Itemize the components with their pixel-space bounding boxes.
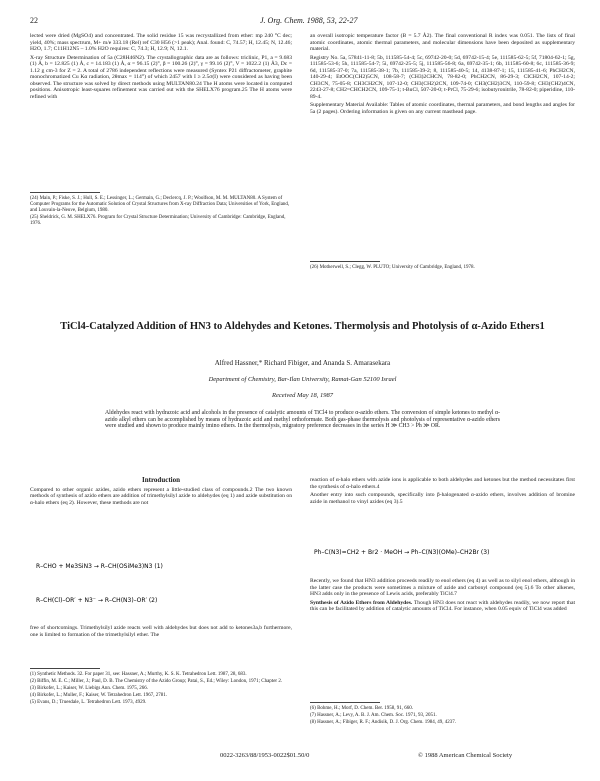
footnote: (1) Synthetic Methods. 32. For paper 31, see: Hassner, A.; Murthy, K. S. K. Tetrahedron Lett. 1987, 28, 683. — [30, 672, 247, 677]
article-right-column — [310, 477, 575, 507]
prev-left-footnotes — [30, 196, 292, 228]
right-paragraph: Another entry into such compounds, specifically into β-halogenated α-azido ethers, involves addition of bromine azide in methanol to vinyl azides (eq 3).5 — [310, 492, 575, 505]
footnote: (8) Hassner, A.; Fibiger, R. F.; Andisik, D. J. Org. Chem. 1984, 49, 4237. — [310, 719, 457, 725]
footnote: (6) Bohme, H.; Morf, D. Chem. Ber. 1958, 91, 660. — [310, 706, 414, 711]
page-number: 22 — [30, 16, 38, 25]
prev-right-footnote: (26) Motherwell, S.; Clegg, W. PLUTO; University of Cambridge, England, 1978. — [310, 265, 475, 270]
prev-right-paragraph: an overall isotropic temperature factor (B = 5.7 Å2). The final conventional R index was 0.051. The lists of final atomic coordinates, atomic thermal parameters, and molecular dimensions have been deposited as supplementary material. — [310, 33, 575, 53]
received-date: Received May 18, 1987 — [271, 392, 333, 399]
footnote: (7) Hassner, A.; Levy, A. B. J. Am. Chem. Soc. 1971, 93, 2051. — [310, 712, 437, 718]
prev-article-left — [30, 33, 292, 102]
intro-paragraph: Compared to other organic azides, azido ethers represent a little-studied class of compounds.2 The two known methods of synthesis of azido ethers are addition of trimethylsilyl azide to aldehydes (eq 1) and azide substitution on α-halo ethers (eq 2). However, these methods are not — [30, 486, 292, 506]
journal-citation: J. Org. Chem. 1988, 53, 22-27 — [260, 16, 358, 25]
doi-code: 0022-3263/88/1953-0022$01.50/0 — [220, 752, 310, 759]
footnote: (3) Birkofer, L.; Kaiser, W. Liebigs Ann. Chem. 1975, 266. — [30, 685, 149, 691]
prev-left-paragraph: X-ray Structure Determination of 5a (C28H46N2). The crystallographic data are as follows: triclinic, P1, a = 9.683 (1) Å, b = 12.825 (1) Å, c = 14.183 (1) Å, α = 96.15 (2)°, β = 100.26 (2)°, γ = 99.16 (2)°, V = 1022.2 (1) Å3, Dc = 1.12 g cm-3 for Z = 2. A total of 2786 independent reflections were measured (Syntex P21 diffractometer, graphite monochromatized Cu Kα radiation, 2θmax = 114°) of which 2457 with I ≥ 2.5σ(I) were considered as having been observed. The structure was solved by direct methods using MULTAN80.24 The H atoms were located in computed positions. Anisotropic least-squares refinement was carried out with the SHELX76 program.25 The H atoms were refined with — [30, 54, 292, 100]
equations-1-2 — [30, 552, 292, 620]
equation-1: R–CHO + Me3SiN3 → R–CH(OSiMe3)N3 (1) — [36, 563, 163, 570]
footnote-rule — [30, 192, 100, 193]
article-left-footnotes — [30, 672, 292, 707]
right-paragraph: Recently, we found that HN3 addition proceeds readily to enol ethers (eq 4) as well as to silyl enol ethers, although in the latter case the products were sometimes a mixture of azide and carbonyl compound (eq 5).6 To other alkenes, HN3 adds only in the presence of Lewis acids, preferably TiCl4.7 — [310, 578, 575, 598]
equation-3-scheme — [310, 530, 575, 574]
synthesis-paragraph — [310, 600, 575, 613]
article-title: TiCl4-Catalyzed Addition of HN3 to Aldehydes and Ketones. Thermolysis and Photolysis of α-Azido Ethers1 — [60, 321, 545, 332]
prev-left-paragraph: lected were dried (MgSO4) and concentrated. The solid residue 15 was recrystallized from ether: mp 240 °C dec; yield, 40%; mass spectrum, M+ m/e 333.18 (Rel) ref C30 H56 (>1 peak); Anal. found: C, 74.57; H, 12.45; N, 12.46; H2O, 1.7; C11H12N5 – 1.0% H2O requires: C, 74.3; H, 12.9; N, 12.1. — [30, 33, 292, 53]
footnote: (24) Main, P.; Fiske, S. J.; Hull, S. E.; Lessinger, L.; Germain, G.; Declercq, J. P.; Woolfson, M. M. MULTAN80. A System of Computer Programs for the Automatic Solution of Crystal Structures from X-ray Diffraction Data; Universities of York, England, and Louvain-la-Neuve, Belgium, 1980. — [30, 196, 290, 213]
subsection-heading: Synthesis of Azido Ethers from Aldehydes. — [310, 599, 413, 606]
footnote-rule — [30, 668, 100, 669]
supplementary-material: Supplementary Material Available: Tables of atomic coordinates, thermal parameters, and bond lengths and angles for 5a (2 pages). Ordering information is given on any current masthead page. — [310, 102, 575, 116]
footnote-rule — [310, 702, 380, 703]
equation-2: R–CH(Cl)–OR′ + N3⁻ → R–CH(N3)–OR′ (2) — [36, 597, 158, 604]
article-authors: Alfred Hassner,* Richard Fibiger, and Ananda S. Amarasekara — [214, 359, 391, 367]
article-right-continued — [310, 578, 575, 615]
article-right-footnotes — [310, 706, 575, 727]
right-paragraph: reaction of α-halo ethers with azide ions is applicable to both aldehydes and ketones but the method necessitates first the synthesis of α-halo ethers.4 — [310, 477, 575, 490]
synthesis-text: Though HN3 does not react with aldehydes readily, we now report that this can be facilitated by addition of catalytic amounts of TiCl4. For instance, when 0.05 equiv of TiCl4 was added — [310, 599, 575, 613]
footnote-rule — [310, 261, 380, 262]
footnote: (25) Sheldrick, G. M. SHELX76. Program for Crystal Structure Determination; University of Cambridge: Cambridge, England, 1976. — [30, 214, 286, 226]
abstract: Aldehydes react with hydrazoic acid and alcohols in the presence of catalytic amounts of TiCl4 to produce α-azido ethers. The conversion of simple ketones to methyl α-azido alkyl ethers can be accomplished by means of hydrazoic acid and methyl orthoformate. Both gas-phase thermolysis and photolysis of representative α-azido ethers were studied and shown to produce mainly imino ethers. In the thermolysis, migratory preference decreases in the series H ≫ CH3 > Ph ≫ OR. — [105, 410, 500, 430]
equation-3: Ph–C(N3)=CH2 + Br2 · MeOH → Ph–C(N3)(OMe)–CH2Br (3) — [314, 549, 490, 556]
article-left-continued: free of shortcomings. Trimethylsilyl azide reacts well with aldehydes but does not add to ketones3a,b furthermore, one is limited to formation of the trimethylsilyl ether. The — [30, 625, 292, 638]
section-heading: Introduction — [142, 476, 180, 484]
footnote: (2) Biffin, M. E. C.; Miller, J.; Paul, D. B. The Chemistry of the Azido Group; Patai, S., Ed.; Wiley: London, 1971; Chapter 2. — [30, 678, 283, 684]
copyright: © 1988 American Chemical Society — [418, 752, 513, 759]
footnote: (5) Evans, D.; Truesdale, L. Tetrahedron Lett. 1973, 4929. — [30, 699, 147, 705]
registry-numbers: Registry No. 5a, 57841-11-8; 5b, 111585-54-4; 5c, 69742-20-0; 5d, 69742-15-4; 5e, 111585-62-5; 5f, 71804-62-1; 5g, 111585-53-6; 5h, 111585-54-7; 5i, 69742-25-5; 5j, 111585-56-8; 6a, 69742-35-1; 6b, 111585-60-8; 6c, 111585-36-9; 6d, 111585-37-0; 7a, 111585-38-1; 7b, 111585-39-2; 8, 111585-40-5; 14, 4138-87-1; 15, 111585-41-6; PhCH2CN, 140-29-4; EtOOC(CH2)5CN, 108-58-7; (CH3)2CHCN, 78-82-0; PhCH2CN, 86-29-3; CICH2CN, 107-14-2; CH3CN, 75-05-8; CH3CH2CN, 107-12-0; CH3(CH2)2CN, 109-74-0; CH3(CH2)3CN, 110-59-8; CH3(CH2)4CN, 2243-27-8; CH2=CHCH2CN, 109-75-1; t-BuCl, 507-20-0; t-PrCl, 75-29-6; isobutyronitrile, 78-82-0; piperidine, 110-89-4. — [310, 54, 575, 100]
article-affiliation: Department of Chemistry, Bar-Ilan University, Ramat-Gan 52100 Israel — [208, 376, 397, 383]
article-left-column — [30, 477, 292, 508]
footnote: (4) Birkofer, L.; Muller, F.; Kaiser, W. Tetrahedron Lett. 1967, 2781. — [30, 692, 168, 698]
prev-article-right — [310, 33, 575, 118]
